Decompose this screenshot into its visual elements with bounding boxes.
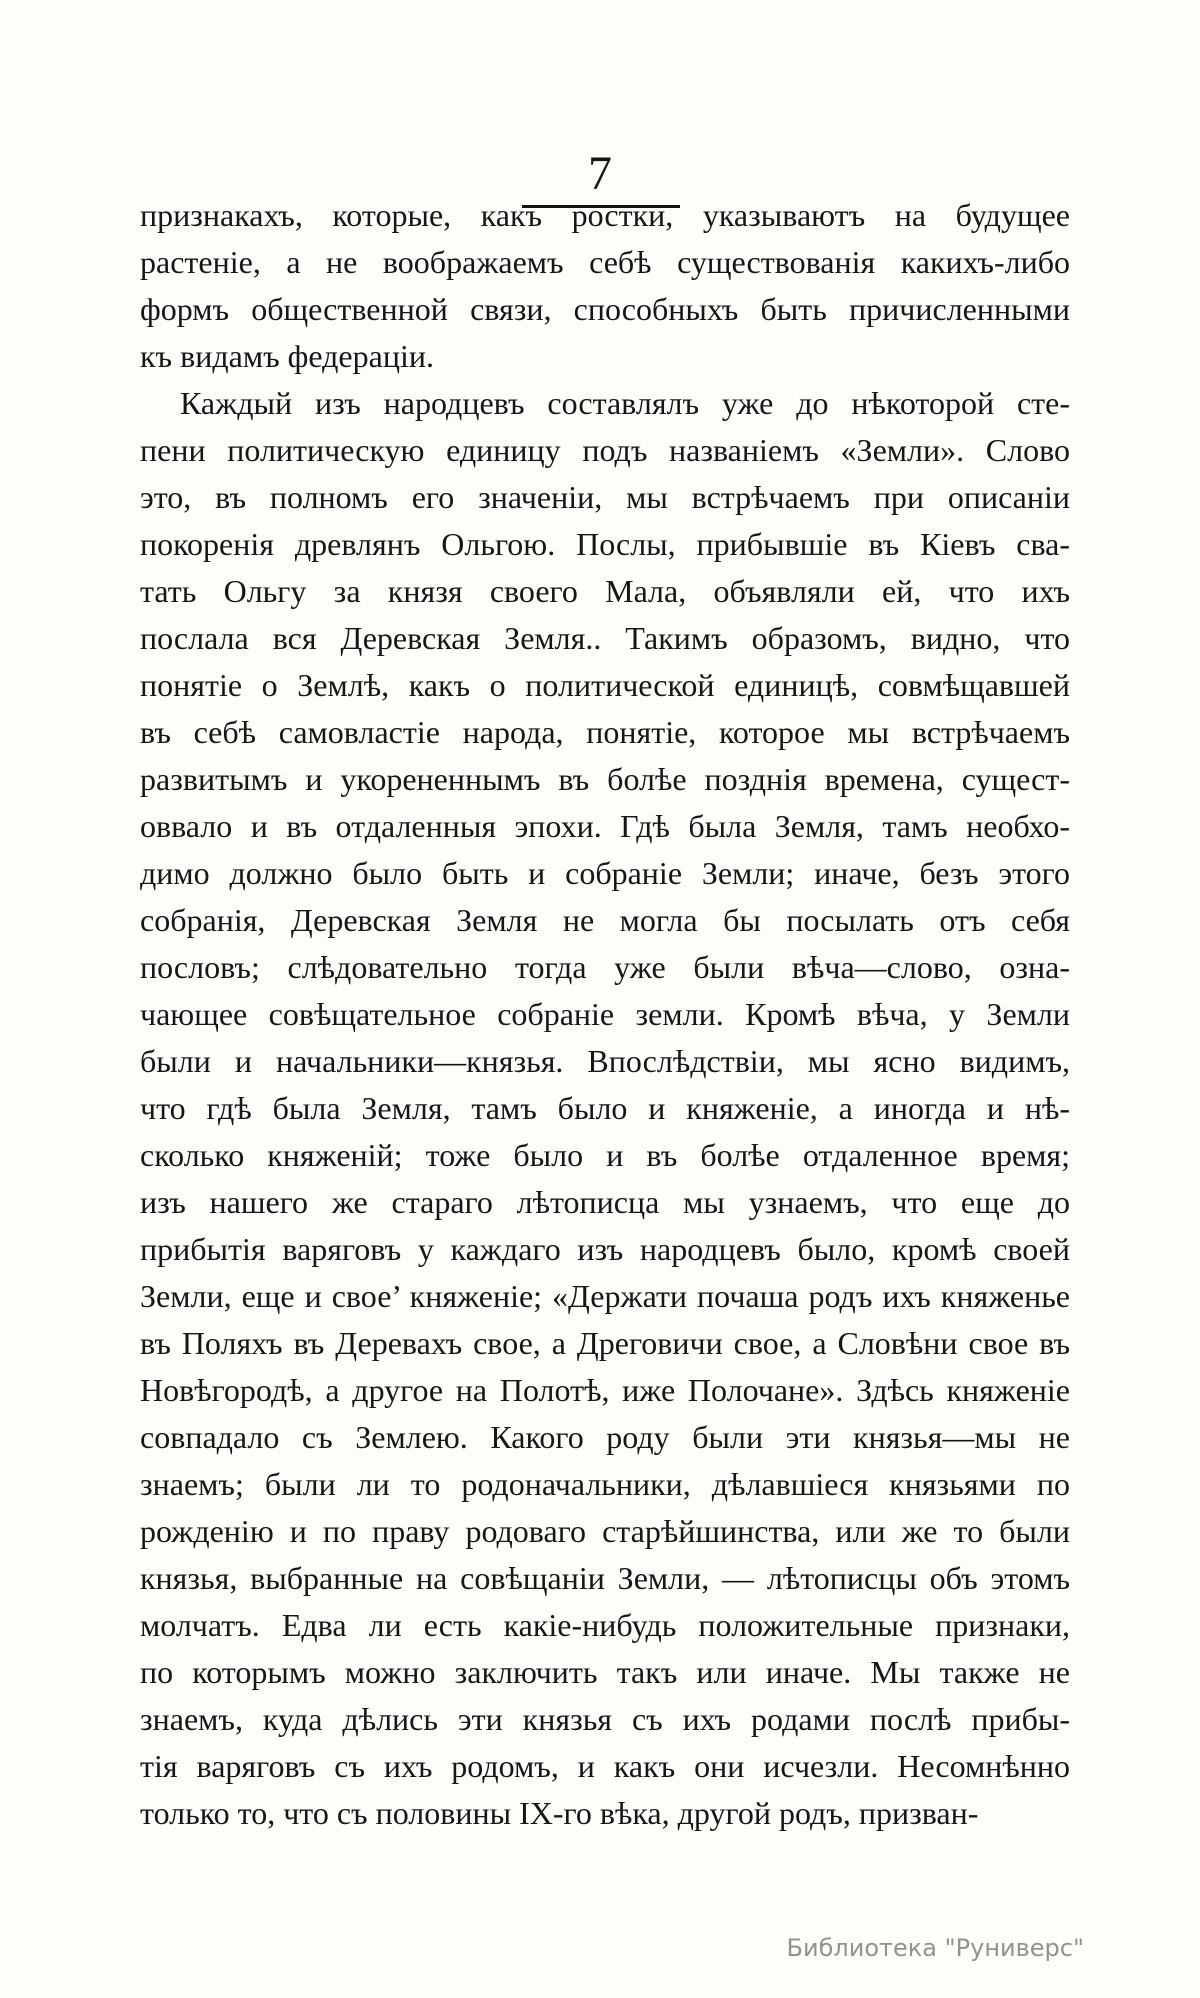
text-line: князья, выбранные на совѣщаніи Земли, — лѣтописцы объ этомъ [140,1560,1070,1596]
text-line: собранія, Деревская Земля не могла бы посылать отъ себя [140,902,1070,938]
text-line: признакахъ, которые, какъ ростки, указываютъ на будущее [140,197,1070,233]
text-line: только то, что съ половины IX-го вѣка, другой родъ, призван- [140,1795,979,1831]
text-line: это, въ полномъ его значеніи, мы встрѣчаемъ при описаніи [140,479,1070,515]
text-line: совпадало съ Землею. Какого роду были эти князья—мы не [140,1419,1070,1455]
text-line: тія варяговъ съ ихъ родомъ, и какъ они исчезли. Несомнѣнно [140,1748,1070,1784]
text-line: что гдѣ была Земля, тамъ было и княженіе, а иногда и нѣ- [140,1090,1070,1126]
text-line: формъ общественной связи, способныхъ быть причисленными [140,291,1070,327]
text-line: молчатъ. Едва ли есть какіе-нибудь положительные признаки, [140,1607,1070,1643]
text-line: знаемъ, куда дѣлись эти князья съ ихъ родами послѣ прибы- [140,1701,1070,1737]
text-line: тать Ольгу за князя своего Мала, объявляли ей, что ихъ [140,573,1070,609]
text-line: были и начальники—князья. Впослѣдствіи, мы ясно видимъ, [140,1043,1070,1079]
text-line: изъ нашего же стараго лѣтописца мы узнаемъ, что еще до [140,1184,1070,1220]
text-line: къ видамъ федераціи. [140,338,434,374]
text-line: развитымъ и укорененнымъ въ болѣе позднія времена, сущест- [140,761,1070,797]
text-line: Каждый изъ народцевъ составлялъ уже до нѣкоторой сте- [180,385,1070,421]
text-line: оввало и въ отдаленныя эпохи. Гдѣ была Земля, тамъ необхо- [140,808,1070,844]
text-line: понятіе о Землѣ, какъ о политической единицѣ, совмѣщавшей [140,667,1070,703]
text-line: въ себѣ самовластіе народа, понятіе, которое мы встрѣчаемъ [140,714,1070,750]
text-line: знаемъ; были ли то родоначальники, дѣлавшіеся князьями по [140,1466,1070,1502]
text-line: сколько княженій; тоже было и въ болѣе отдаленное время; [140,1137,1070,1173]
text-line: Земли, еще и свое’ княженіе; «Держати почаша родъ ихъ княженье [140,1278,1070,1314]
text-line: рожденію и по праву родоваго старѣйшинства, или же то были [140,1513,1070,1549]
text-line: растеніе, а не воображаемъ себѣ существованія какихъ-либо [140,244,1070,280]
text-line: послала вся Деревская Земля.. Такимъ образомъ, видно, что [140,620,1070,656]
text-block [140,192,1070,1837]
text-line: пословъ; слѣдовательно тогда уже были вѣча—слово, озна- [140,949,1070,985]
text-line: димо должно было быть и собраніе Земли; иначе, безъ этого [140,855,1070,891]
text-line: пени политическую единицу подъ названіемъ «Земли». Слово [140,432,1070,468]
text-line: Новѣгородѣ, а другое на Полотѣ, иже Полочане». Здѣсь княженіе [140,1372,1070,1408]
watermark: Библиотека "Руниверс" [786,1934,1084,1962]
page-number: 7 [588,147,612,200]
text-line: въ Поляхъ въ Деревахъ свое, а Дреговичи свое, а Словѣни свое въ [140,1325,1070,1361]
text-line: чающее совѣщательное собраніе земли. Кромѣ вѣча, у Земли [140,996,1070,1032]
text-line: прибытія варяговъ у каждаго изъ народцевъ было, кромѣ своей [140,1231,1070,1267]
text-line: по которымъ можно заключить такъ или иначе. Мы также не [140,1654,1070,1690]
text-line: покоренія древлянъ Ольгою. Послы, прибывшіе въ Кіевъ сва- [140,526,1070,562]
